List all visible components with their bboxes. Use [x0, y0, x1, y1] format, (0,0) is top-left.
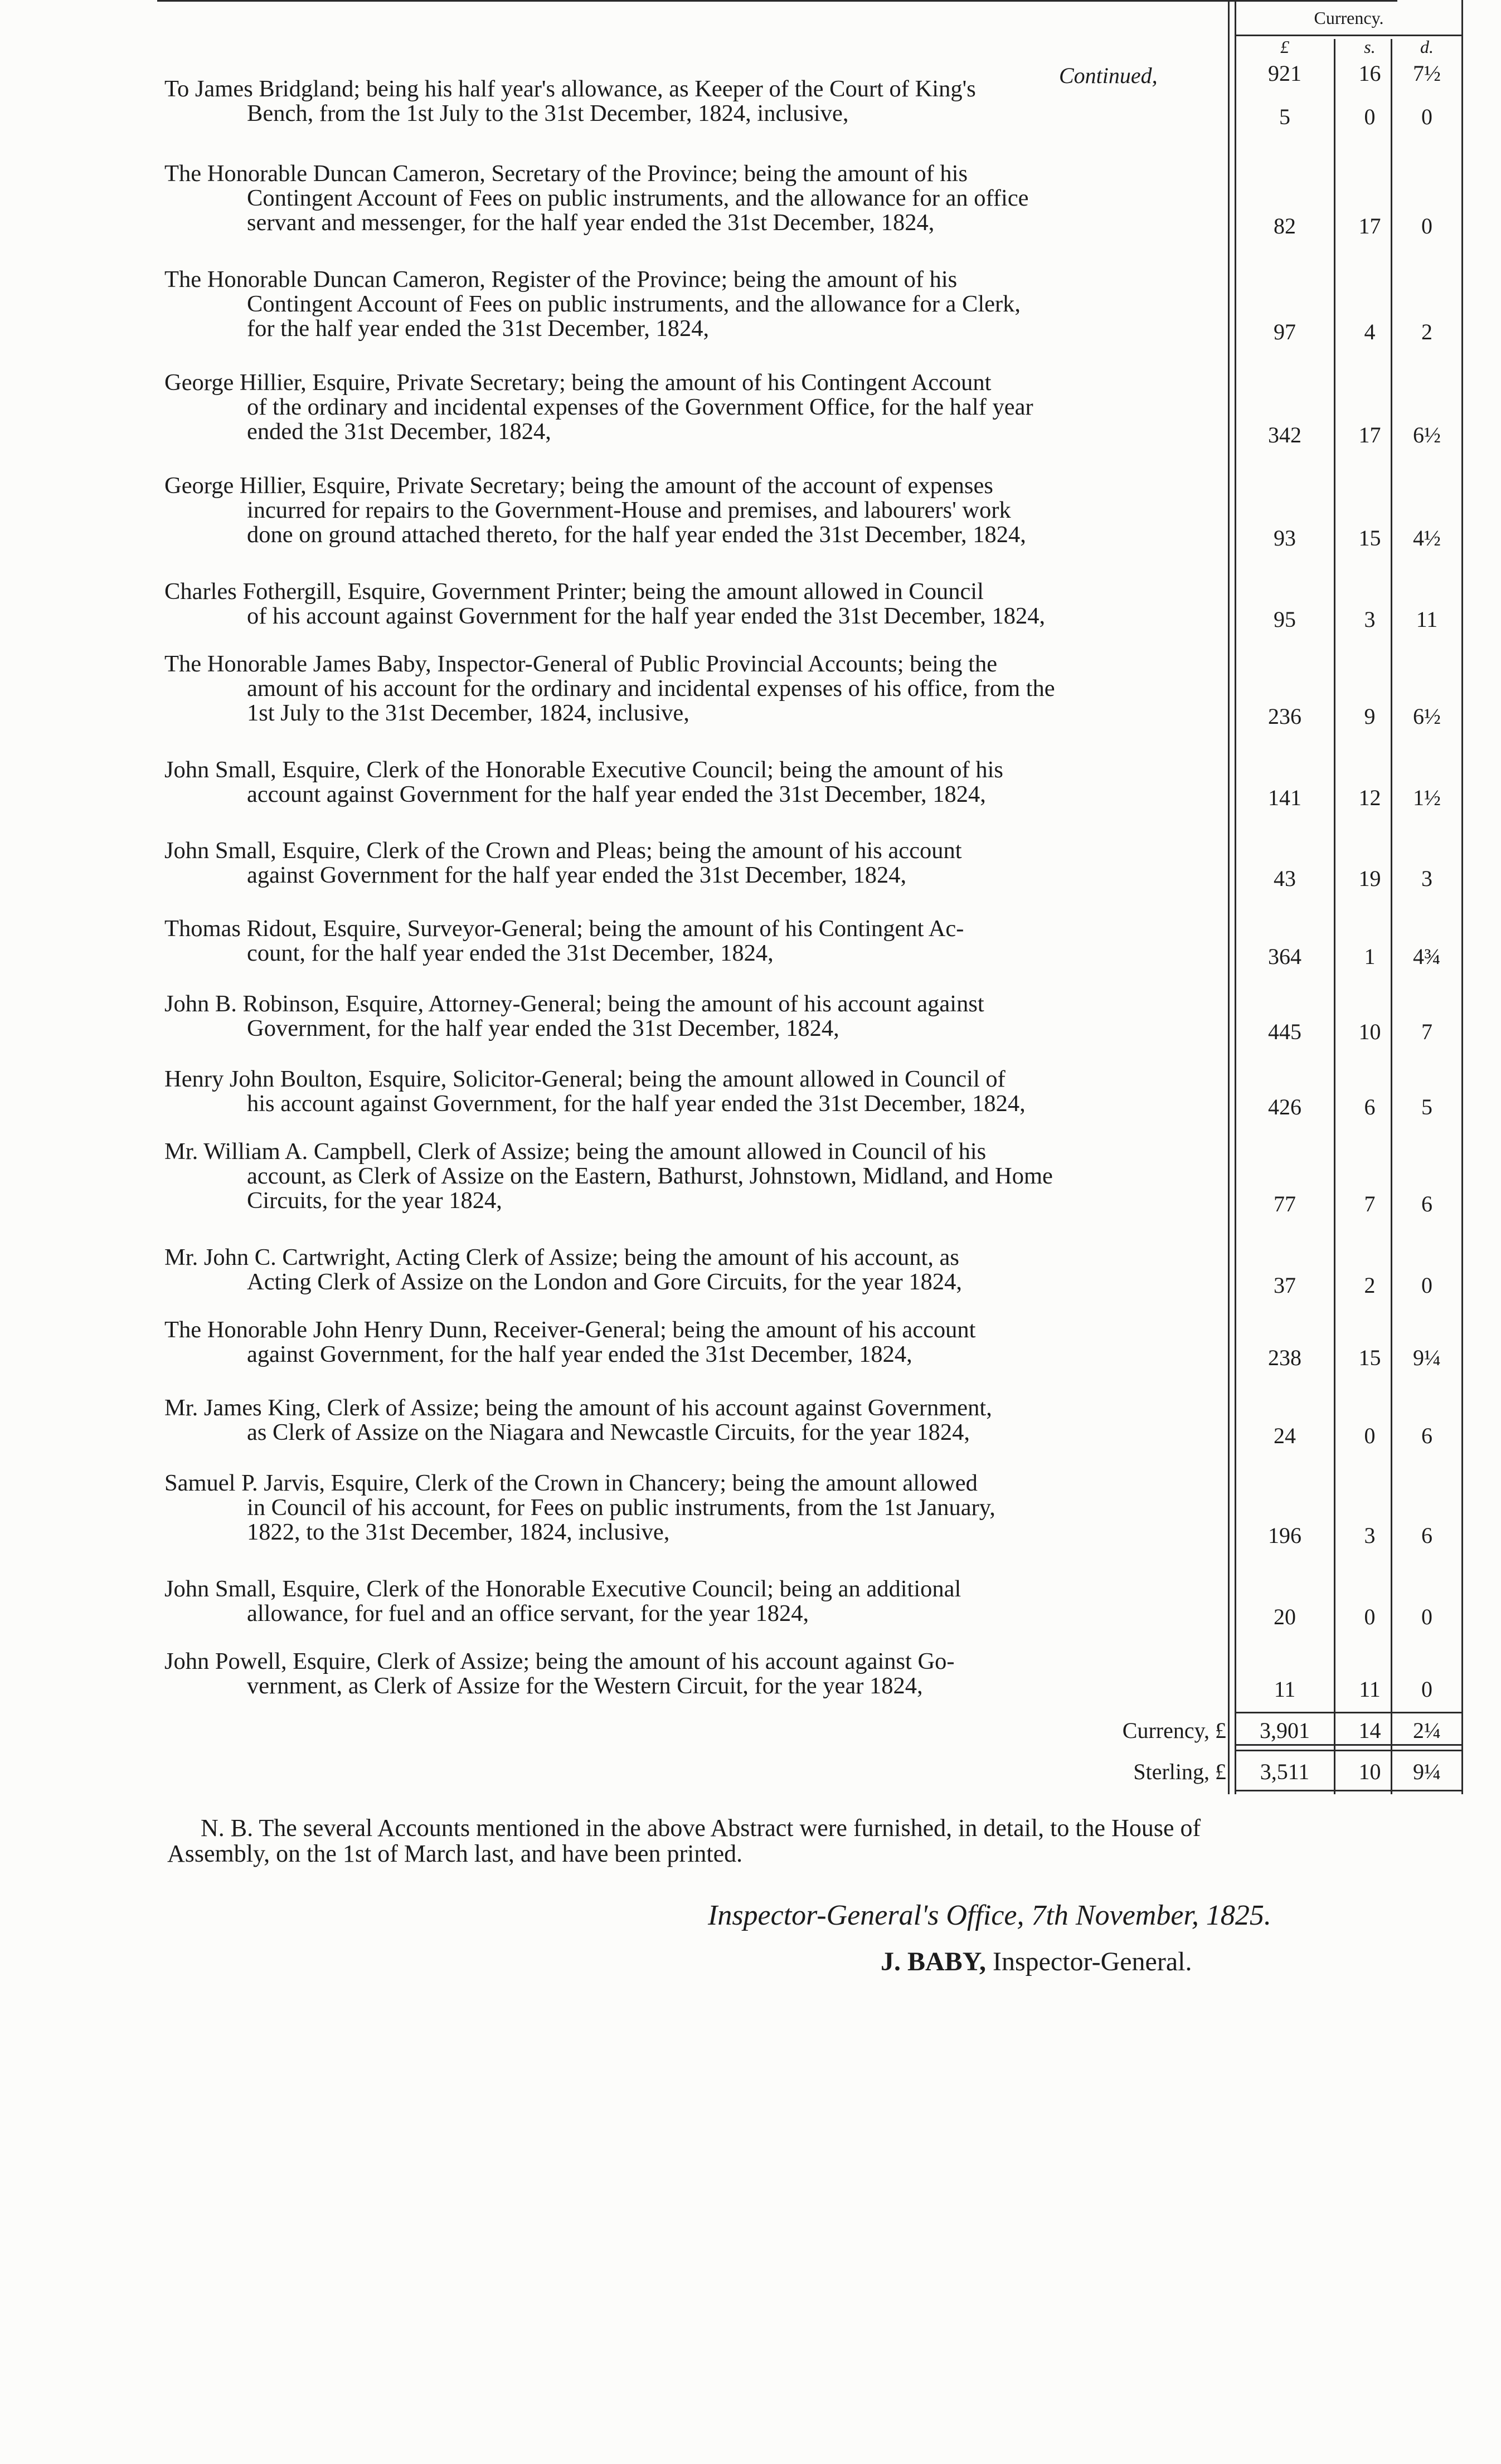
currency-total-pence: 2¼ — [1413, 1718, 1441, 1743]
entry-pounds: 37 — [1274, 1273, 1296, 1298]
signature-block — [881, 1946, 1192, 1977]
entry-pence: 11 — [1416, 607, 1438, 632]
account-entry — [164, 758, 1223, 807]
entry-shillings: 2 — [1364, 1273, 1376, 1298]
entry-pence: 4¾ — [1413, 944, 1441, 969]
currency-header: Currency. — [1314, 8, 1384, 28]
entry-text-line: John Small, Esquire, Clerk of the Honorable Executive Council; being an additional — [164, 1576, 961, 1602]
entry-pence: 0 — [1421, 1677, 1432, 1702]
total-rule-2 — [1235, 1750, 1463, 1751]
entry-text-line: George Hillier, Esquire, Private Secretary; being the amount of the account of expenses — [164, 473, 993, 499]
entry-text-line: in Council of his account, for Fees on public instruments, from the 1st January, — [247, 1494, 995, 1521]
entry-text-line: count, for the half year ended the 31st December, 1824, — [247, 940, 774, 966]
entry-pounds: 238 — [1268, 1345, 1301, 1370]
currency-total-label: Currency, £ — [1122, 1718, 1226, 1743]
entry-shillings: 15 — [1358, 525, 1381, 551]
entry-text-line: 1822, to the 31st December, 1824, inclusive, — [247, 1519, 670, 1545]
entry-pounds: 77 — [1274, 1191, 1296, 1216]
account-entry — [164, 267, 1223, 341]
account-entry — [164, 474, 1223, 547]
entry-pounds: 93 — [1274, 525, 1296, 551]
entry-text-line: George Hillier, Esquire, Private Secretary; being the amount of his Contingent Account — [164, 369, 992, 396]
entry-pounds: 97 — [1274, 319, 1296, 344]
entry-text-line: for the half year ended the 31st December, 1824, — [247, 315, 710, 342]
entry-pounds: 196 — [1268, 1523, 1301, 1548]
entry-text-line: Bench, from the 1st July to the 31st December, 1824, inclusive, — [247, 100, 849, 126]
continued-label: Continued, — [1059, 63, 1158, 88]
entry-shillings: 17 — [1358, 213, 1381, 238]
entry-pounds: 11 — [1274, 1677, 1296, 1702]
entry-pounds: 342 — [1268, 422, 1301, 447]
entry-text-line: Contingent Account of Fees on public instruments, and the allowance for a Clerk, — [247, 291, 1021, 317]
account-entry — [164, 1245, 1223, 1294]
account-entry — [164, 1471, 1223, 1545]
entry-text-line: John Small, Esquire, Clerk of the Honorable Executive Council; being the amount of his — [164, 757, 1003, 783]
entry-shillings: 4 — [1364, 319, 1376, 344]
shillings-header: s. — [1364, 37, 1376, 57]
account-entry — [164, 1318, 1223, 1367]
entry-text-line: Charles Fothergill, Esquire, Government Printer; being the amount allowed in Council — [164, 578, 984, 605]
entry-pence: 1½ — [1413, 785, 1441, 810]
entry-shillings: 7 — [1364, 1191, 1376, 1216]
entry-shillings: 9 — [1364, 704, 1376, 729]
entry-text-line: Thomas Ridout, Esquire, Surveyor-General; being the amount of his Contingent Ac- — [164, 916, 964, 942]
entry-shillings: 3 — [1364, 607, 1376, 632]
entry-shillings: 10 — [1358, 1019, 1381, 1044]
entry-text-line: servant and messenger, for the half year ended the 31st December, 1824, — [247, 210, 935, 236]
entry-text-line: ended the 31st December, 1824, — [247, 418, 551, 445]
entry-shillings: 17 — [1358, 422, 1381, 447]
entry-text-line: Government, for the half year ended the 31st December, 1824, — [247, 1015, 839, 1041]
total-rule-1 — [1235, 1744, 1463, 1746]
entry-pence: 6½ — [1413, 422, 1441, 447]
account-entry — [164, 1140, 1223, 1213]
entry-pence: 0 — [1421, 1604, 1432, 1629]
entry-shillings: 11 — [1359, 1677, 1381, 1702]
entry-text-line: against Government for the half year ended the 31st December, 1824, — [247, 862, 907, 888]
account-entry — [164, 1649, 1223, 1698]
nota-bene-line-2: Assembly, on the 1st of March last, and have been printed. — [167, 1840, 743, 1867]
entry-shillings: 1 — [1364, 944, 1376, 969]
signature-name: J. BABY, — [881, 1947, 986, 1976]
entry-text-line: account, as Clerk of Assize on the Eastern, Bathurst, Johnstown, Midland, and Home — [247, 1163, 1053, 1189]
continued-shillings: 16 — [1358, 61, 1381, 86]
entry-pounds: 364 — [1268, 944, 1301, 969]
subtotal-rule — [1235, 1712, 1463, 1713]
account-entry — [164, 162, 1223, 235]
entry-text-line: incurred for repairs to the Government-House and premises, and labourers' work — [247, 497, 1011, 523]
entry-shillings: 6 — [1364, 1094, 1376, 1119]
entry-text-line: Mr. James King, Clerk of Assize; being the amount of his account against Government, — [164, 1395, 992, 1421]
entry-pence: 5 — [1421, 1094, 1432, 1119]
entry-text-line: To James Bridgland; being his half year's allowance, as Keeper of the Court of King's — [164, 76, 976, 102]
entry-text-line: John B. Robinson, Esquire, Attorney-General; being the amount of his account against — [164, 991, 984, 1017]
signature-place-date: Inspector-General's Office, 7th November, 1825. — [708, 1900, 1271, 1931]
sterling-total-pounds: 3,511 — [1260, 1759, 1310, 1784]
entry-shillings: 0 — [1364, 104, 1376, 129]
entry-pence: 4½ — [1413, 525, 1441, 551]
total-rule-bottom — [1235, 1790, 1463, 1791]
entry-text-line: amount of his account for the ordinary and incidental expenses of his office, from the — [247, 675, 1055, 702]
entry-pounds: 82 — [1274, 213, 1296, 238]
entry-pence: 0 — [1421, 1273, 1432, 1298]
top-rule — [157, 0, 1397, 2]
account-entry — [164, 371, 1223, 444]
entry-text-line: account against Government for the half year ended the 31st December, 1824, — [247, 781, 986, 807]
account-entry — [164, 1067, 1223, 1116]
account-entry — [164, 77, 1223, 126]
entry-text-line: as Clerk of Assize on the Niagara and Newcastle Circuits, for the year 1824, — [247, 1419, 970, 1445]
currency-total-pounds: 3,901 — [1260, 1718, 1310, 1743]
entry-pounds: 24 — [1274, 1423, 1296, 1448]
entry-text-line: The Honorable Duncan Cameron, Register of the Province; being the amount of his — [164, 266, 958, 293]
entry-text-line: done on ground attached thereto, for the half year ended the 31st December, 1824, — [247, 522, 1026, 548]
sterling-total-shillings: 10 — [1358, 1759, 1381, 1784]
entry-shillings: 19 — [1358, 866, 1381, 891]
sterling-total-pence: 9¼ — [1413, 1759, 1441, 1784]
continued-pence: 7½ — [1413, 61, 1441, 86]
entry-text-line: John Small, Esquire, Clerk of the Crown and Pleas; being the amount of his account — [164, 837, 962, 864]
entry-pence: 6½ — [1413, 704, 1441, 729]
entry-text-line: of the ordinary and incidental expenses of the Government Office, for the half year — [247, 394, 1033, 420]
entry-text-line: Circuits, for the year 1824, — [247, 1187, 502, 1214]
entry-pounds: 445 — [1268, 1019, 1301, 1044]
entry-pence: 6 — [1421, 1523, 1432, 1548]
entry-text-line: John Powell, Esquire, Clerk of Assize; being the amount of his account against Go- — [164, 1648, 955, 1674]
entry-text-line: his account against Government, for the half year ended the 31st December, 1824, — [247, 1090, 1026, 1117]
entry-pounds: 236 — [1268, 704, 1301, 729]
entry-shillings: 3 — [1364, 1523, 1376, 1548]
entry-shillings: 0 — [1364, 1423, 1376, 1448]
entry-pence: 7 — [1421, 1019, 1432, 1044]
entry-pence: 0 — [1421, 104, 1432, 129]
currency-total-shillings: 14 — [1358, 1718, 1381, 1743]
entry-text-line: Mr. William A. Campbell, Clerk of Assize; being the amount allowed in Council of his — [164, 1138, 987, 1165]
sterling-total-label: Sterling, £ — [1133, 1759, 1226, 1784]
entry-pounds: 20 — [1274, 1604, 1296, 1629]
account-entry — [164, 580, 1223, 629]
entry-pence: 2 — [1421, 319, 1432, 344]
nota-bene-line-1: N. B. The several Accounts mentioned in the above Abstract were furnished, in detail, to the House of — [201, 1814, 1201, 1842]
header-rule — [1235, 35, 1463, 36]
entry-shillings: 12 — [1358, 785, 1381, 810]
entry-shillings: 0 — [1364, 1604, 1376, 1629]
entry-pence: 6 — [1421, 1423, 1432, 1448]
entry-text-line: Acting Clerk of Assize on the London and Gore Circuits, for the year 1824, — [247, 1269, 962, 1295]
entry-pounds: 141 — [1268, 785, 1301, 810]
account-entry — [164, 1396, 1223, 1445]
entry-text-line: The Honorable John Henry Dunn, Receiver-General; being the amount of his account — [164, 1317, 976, 1343]
entry-pence: 3 — [1421, 866, 1432, 891]
pounds-header: £ — [1280, 37, 1289, 57]
account-entry — [164, 652, 1223, 725]
account-entry — [164, 992, 1223, 1041]
signature-title: Inspector-General. — [992, 1947, 1192, 1976]
entry-pence: 9¼ — [1413, 1345, 1441, 1370]
account-entry — [164, 1577, 1223, 1626]
entry-pence: 0 — [1421, 213, 1432, 238]
nota-bene — [167, 1815, 1455, 1867]
entry-text-line: Samuel P. Jarvis, Esquire, Clerk of the Crown in Chancery; being the amount allowed — [164, 1470, 978, 1496]
entry-text-line: Contingent Account of Fees on public instruments, and the allowance for an office — [247, 185, 1029, 211]
entry-pounds: 5 — [1279, 104, 1290, 129]
continued-pounds: 921 — [1268, 61, 1301, 86]
entry-pounds: 426 — [1268, 1094, 1301, 1119]
entry-text-line: The Honorable James Baby, Inspector-General of Public Provincial Accounts; being the — [164, 651, 998, 677]
entry-pence: 6 — [1421, 1191, 1432, 1216]
entry-text-line: The Honorable Duncan Cameron, Secretary of the Province; being the amount of his — [164, 160, 968, 187]
entry-pounds: 43 — [1274, 866, 1296, 891]
entry-text-line: vernment, as Clerk of Assize for the Western Circuit, for the year 1824, — [247, 1673, 923, 1699]
entry-text-line: Henry John Boulton, Esquire, Solicitor-General; being the amount allowed in Council of — [164, 1066, 1005, 1092]
entry-text-line: 1st July to the 31st December, 1824, inclusive, — [247, 700, 689, 726]
entry-text-line: of his account against Government for the half year ended the 31st December, 1824, — [247, 603, 1046, 629]
entry-text-line: Mr. John C. Cartwright, Acting Clerk of Assize; being the amount of his account, as — [164, 1244, 959, 1270]
account-entry — [164, 917, 1223, 966]
entry-pounds: 95 — [1274, 607, 1296, 632]
account-entry — [164, 839, 1223, 888]
pence-header: d. — [1420, 37, 1434, 57]
entry-shillings: 15 — [1358, 1345, 1381, 1370]
entry-text-line: allowance, for fuel and an office servant, for the year 1824, — [247, 1600, 809, 1627]
entry-text-line: against Government, for the half year ended the 31st December, 1824, — [247, 1341, 912, 1367]
